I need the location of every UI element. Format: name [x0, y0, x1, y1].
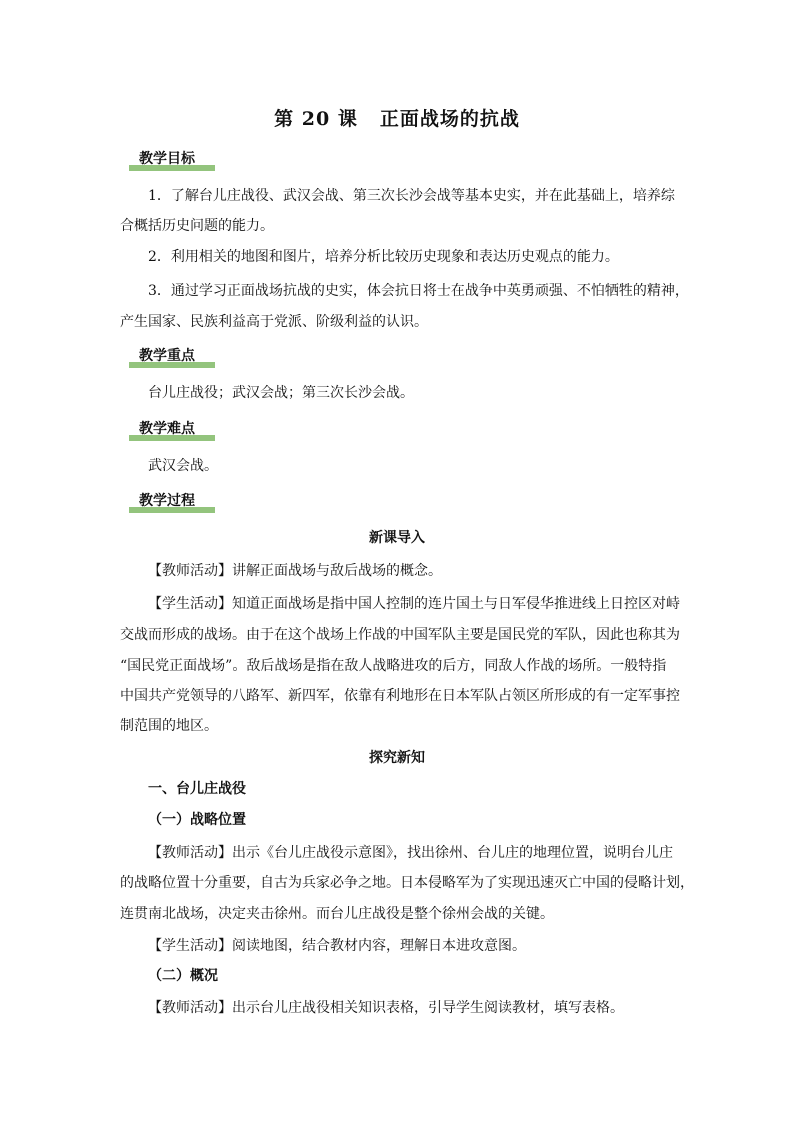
- goal-3-line-1: 3．通过学习正面战场抗战的史实，体会抗日将士在战争中英勇顽强、不怕牺牲的精神，: [148, 283, 689, 299]
- student-1-activity: 【学生活动】阅读地图，结合教材内容，理解日本进攻意图。: [148, 938, 526, 954]
- teacher-1-line-3: 连贯南北战场，决定夹击徐州。而台儿庄战役是整个徐州会战的关键。: [120, 906, 554, 922]
- intro-teacher-activity: 【教师活动】讲解正面战场与敌后战场的概念。: [148, 563, 442, 579]
- teacher-1-line-1: 【教师活动】出示《台儿庄战役示意图》，找出徐州、台儿庄的地理位置，说明台儿庄: [148, 845, 673, 861]
- intro-student-line-1: 【学生活动】知道正面战场是指中国人控制的连片国土与日军侵华推进线上日控区对峙: [148, 596, 680, 612]
- lesson-name: 正面战场的抗战: [379, 108, 520, 130]
- section-heading-difficult: 教学难点: [129, 420, 215, 441]
- intro-student-line-4: 中国共产党领导的八路军、新四军，依靠有利地形在日本军队占领区所形成的有一定军事控: [120, 688, 680, 704]
- intro-student-line-3: “国民党正面战场”。敌后战场是指在敌人战略进攻的后方，同敌人作战的场所。一般特指: [120, 658, 667, 674]
- page-title: [0, 104, 794, 131]
- intro-heading: 新课导入: [369, 530, 425, 546]
- lesson-number: 第 20 课: [274, 108, 358, 130]
- part-1-heading: 一、台儿庄战役: [148, 781, 246, 797]
- sub-1-heading: （一）战略位置: [148, 812, 246, 828]
- goal-3-line-2: 产生国家、民族利益高于党派、阶级利益的认识。: [120, 314, 428, 330]
- intro-student-line-5: 制范围的地区。: [120, 718, 218, 734]
- section-heading-goals: 教学目标: [129, 150, 215, 171]
- teacher-1-line-2: 的战略位置十分重要，自古为兵家必争之地。日本侵略军为了实现迅速灭亡中国的侵略计划，: [120, 875, 694, 891]
- goal-1-line-2: 合概括历史问题的能力。: [120, 218, 274, 234]
- explore-heading: 探究新知: [369, 750, 425, 766]
- teacher-2-activity: 【教师活动】出示台儿庄战役相关知识表格，引导学生阅读教材，填写表格。: [148, 1000, 624, 1016]
- key-points-text: 台儿庄战役；武汉会战；第三次长沙会战。: [148, 385, 414, 401]
- goal-2-line-1: 2．利用相关的地图和图片，培养分析比较历史现象和表达历史观点的能力。: [148, 249, 619, 265]
- section-heading-key: 教学重点: [129, 347, 215, 368]
- intro-student-line-2: 交战而形成的战场。由于在这个战场上作战的中国军队主要是国民党的军队，因此也称其为: [120, 627, 680, 643]
- section-heading-process: 教学过程: [129, 492, 215, 513]
- sub-2-heading: （二）概况: [148, 968, 218, 984]
- difficult-points-text: 武汉会战。: [148, 458, 218, 474]
- goal-1-line-1: 1．了解台儿庄战役、武汉会战、第三次长沙会战等基本史实，并在此基础上，培养综: [148, 188, 675, 204]
